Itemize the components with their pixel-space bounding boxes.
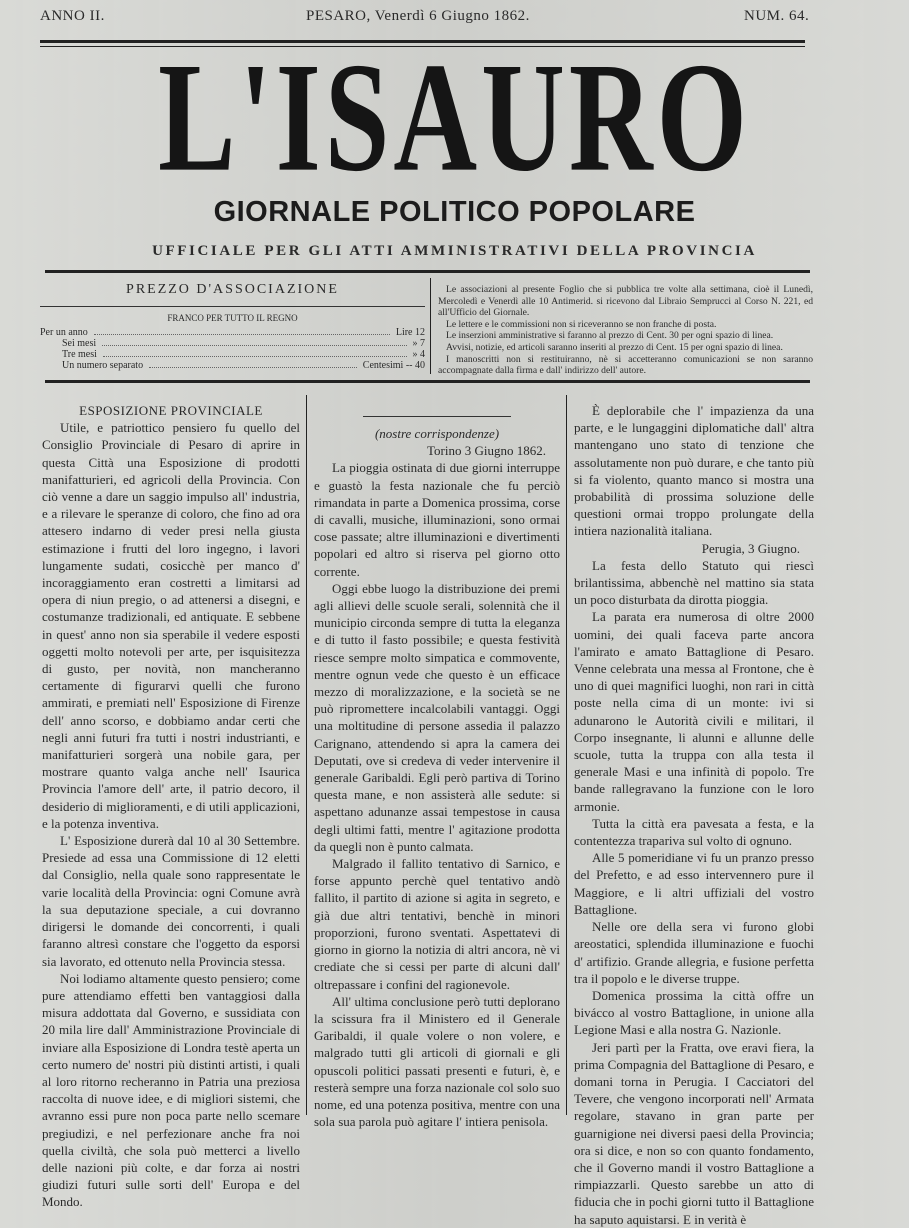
box-divider	[430, 278, 431, 374]
price-row: Un numero separato Centesimi -- 40	[62, 360, 425, 371]
masthead-rule	[45, 270, 810, 273]
place-date: PESARO, Venerdì 6 Giugno 1862.	[306, 8, 530, 24]
paragraph: Oggi ebbe luogo la distribuzione dei premi agli allievi delle scuole serali, solennità che il municipio circonda sempre di tutta la eleganza e di tutto il fasto possibile; e questa festività riesce sempre molto simpatica e commovente, mentre ognun vede che questo è un efficace mezzo di moralizzazione, e la società se ne può ripromettere incalcolabili vantaggi. Oggi una moltitudine di persone assedia il palazzo Carignano, attendendo si apra la camera dei Deputati, ove si credeva di veder intervenire il generale Garibaldi. Egli però partiva di Torino questa mane, e non assisterà alle sedute: si aspettano adunanze assai tempestose in causa degli ultimi fatti, mentre l' agitazione prodotta da quegli non è punto calmata.	[314, 580, 560, 854]
paragraph: All' ultima conclusione però tutti deplorano la scissura fra il Ministero ed il Generale Garibaldi, il quale volere o non volere, e malgrado tutti gli articoli di giornali e gli opuscoli politici passati presenti e futuri, è, e resterà sempre una forza nazionale col solo suo nome, ed una potenza positiva, mentre con una sola sua parola può agitare l' intiera penisola.	[314, 993, 560, 1130]
note: Le lettere e le commissioni non si riceveranno se non franche di posta.	[446, 318, 717, 330]
paragraph: Domenica prossima la città offre un bivácco al vostro Battaglione, in unione alla Legione Masi e alla nostra G. Nazionle.	[574, 987, 814, 1038]
subscription-prices	[40, 282, 425, 371]
note: I manoscritti non si restituiranno, nè si accetteranno comunicazioni se non saranno accompagnate dalla firma e dall' indirizzo dell' autore.	[438, 353, 813, 377]
column-3	[574, 402, 814, 1228]
newspaper-tagline: UFFICIALE PER GLI ATTI AMMINISTRATIVI DELLA PROVINCIA	[152, 243, 757, 259]
prices-heading: PREZZO D'ASSOCIAZIONE	[126, 282, 339, 297]
note: Le associazioni al presente Foglio che si pubblica tre volte alla settimana, cioè il Lunedì, Mercoledì e Venerdì alle 10 Antimerid. si ricevono dal Libraio Semprucci al Corso N. 221, ed all'Ufficio del Giornale.	[438, 284, 813, 319]
prices-subheading: FRANCO PER TUTTO IL REGNO	[40, 306, 425, 323]
section-heading: (nostre corrispondenze)	[374, 426, 500, 441]
price-row: Per un anno Lire 12	[40, 327, 425, 338]
newspaper-subtitle: GIORNALE POLITICO POPOLARE	[213, 196, 696, 228]
paragraph: La parata era numerosa di oltre 2000 uomini, dei quali faceva parte ancora l'amirato e amato Battaglione di Pesaro. Venne celebrata una messa al Frontone, che è uno di quei magnifici luoghi, non rari in città poste nella cima di un monte: ivi si adunarono le Autorità civili e militari, il Corpo insegnante, li alunni e allunne delle scuole, tutta la truppa con alla testa il generale Masi e una infinità di popolo. Tre bande rallegravano la funzione con le loro armonie.	[574, 609, 814, 814]
paragraph: Alle 5 pomeridiane vi fu un pranzo presso del Prefetto, e ad esso intervennero pure il Maggiore, e li altri uffiziali del vostro Battaglione.	[574, 850, 814, 917]
column-2	[314, 402, 560, 1130]
column-divider	[566, 395, 567, 1115]
price-row: Sei mesi » 7	[62, 338, 425, 349]
paragraph: L' Esposizione durerà dal 10 al 30 Settembre. Presiede ad essa una Commissione di 12 eletti dal Consiglio, nella quale sono rappresentate le varie località della Provincia: ogni Comune avrà la sua deputazione speciale, a cui dovranno dirigersi le domande dei concorrenti, i quali faranno altresì constare che l'oggetto da esporsi sia lavorato, ed ottenuto nella Provincia stessa.	[42, 833, 300, 969]
column-divider	[306, 395, 307, 1115]
paragraph: Tutta la città era pavesata a festa, e la contentezza trapariva sul volto di ognuno.	[574, 815, 814, 849]
paragraph: Malgrado il fallito tentativo di Sarnico, e forse appunto perchè quel tentativo andò fallito, il partito di azione si agita in segreto, e già due altri tentativi, benchè in minori proporzioni, furono sventati. Aspettatevi di giorno in giorno la notizia di altri ancora, nè vi crediate che si cessi per parte di alcuni dall' oltrepassare i confini del ragionevole.	[314, 856, 560, 992]
subscription-notes	[438, 284, 813, 377]
paragraph: Utile, e patriottico pensiero fu quello del Consiglio Provinciale di Pesaro di aprire in questa Città una Esposizione di prodotti manifatturieri, ed agricoli della Provincia. Con ciò venne a dare un saggio impulso all' industria, e a rilevare le speranze di coloro, che fino ad ora attesero indarno di veder presi nella giusta estimazione i frutti del loro ingegno, i lavori lungamente sudati, cosicchè per manco d' incoraggiamento eran costretti a limitarsi ad opera di niun pregio, o ad attenersi a disegni, e costumanze tradizionali, ed antiquate. E sebbene in quest' anno non sia sperabile il vedere esposti oggetti molto notevoli per arte, per isquisitezza di gusto, per novità, non mancheranno certamente di figurarvi quelli che furono ammirati, e premiati nell' Esposizione di Firenze dell' anno scorso, e dobbiamo andar certi che negli anni futuri fra tutti i nostri industrianti, e manifatturieri sorgerà una nobile gara, per mostrare quanto valga anche nell' Isaurica Provincia l'amore dell' arte, il patrio decoro, il desiderio di miglioramenti, e di utili applicazioni, e la potenza inventiva.	[42, 420, 300, 831]
year-label: ANNO II.	[40, 8, 105, 24]
dateline: Perugia, 3 Giugno.	[701, 540, 800, 556]
paragraph: La pioggia ostinata di due giorni interruppe e guastò la festa nazionale che fu perciò rimandata in parte a Domenica prossima, corse di cavalli, musiche, illuminazioni, sono ormai cose passate; altre illuminazioni e divertimenti popolari ed altro si riserva pel giorno otto corrente.	[314, 460, 560, 579]
column-1	[42, 402, 300, 1211]
paragraph: Nelle ore della sera vi furono globi areostatici, splendida illuminazione e fuochi d' artifizio. Grande allegria, e fusione perfetta tra il popolo e le diverse truppe.	[574, 919, 814, 986]
issue-number: NUM. 64.	[744, 8, 810, 24]
paragraph: Jeri partì per la Fratta, ove eravi fiera, la prima Compagnia del Battaglione di Pesaro, e domani torna in Perugia. I Cacciatori del Tevere, che vengono incorporati nell' Armata regolare, stavano in gran parte per guarnigione nei diversi paesi della Provincia; ora si dice, e non so con quanto fondamento, che il Governo mandi il vostro Battaglione a rimpiazzarli. Questo sarebbe un atto di fiducia che in pochi giorni tutto il Battaglione ha saputo aquistarsi. E in verità è	[574, 1039, 814, 1227]
note: Le inserzioni amministrative si faranno al prezzo di Cent. 30 per ogni spazio di linea.	[446, 330, 774, 342]
paragraph: Noi lodiamo altamente questo pensiero; come pure attendiamo effetti ben vantaggiosi dalla misura addottata dal Governo, e sussidiata con 20 mila lire dall' Amministrazione Provinciale di inviare alla Esposizione di Londra testè aperta un certo numero de' nostri più distinti artisti, i quali al loro ritorno recheranno in Patria una preziosa raccolta di nuove idee, e di migliori sistemi, che avranno essi pure non poca parte nello scemare pregiudizi, e nel perfezionare anche fra noi quella civiltà, che sola può metterci a livello delle nazioni più colte, e dar forza ai nostri giudizi futuri sulle sorti dell' Europa e del Mondo.	[42, 970, 300, 1210]
section-rule	[45, 380, 810, 383]
newspaper-title: L'ISAURO	[158, 31, 751, 205]
note: Avvisi, notizie, ed articoli saranno inseriti al prezzo di Cent. 15 per ogni spazio di linea.	[446, 341, 783, 353]
price-row: Tre mesi » 4	[62, 349, 425, 360]
dateline: Torino 3 Giugno 1862.	[427, 443, 546, 459]
separator	[363, 416, 511, 417]
paragraph: La festa dello Statuto qui riescì brilantissima, abbenchè nel mattino sia stata un poco disturbata da dirotta pioggia.	[574, 557, 814, 608]
article-heading: ESPOSIZIONE PROVINCIALE	[79, 403, 263, 418]
paragraph: È deplorabile che l' impazienza da una parte, e le lungaggini diplomatiche dall' altra mantengano uno stato di tenzione che assolutamente non può durare, e che tanto più si fa violento, quanto manco si mostra una probabilità di prossima soluzione delle questioni ormai troppo prolungate della intiera nazionalità italiana.	[574, 403, 814, 539]
